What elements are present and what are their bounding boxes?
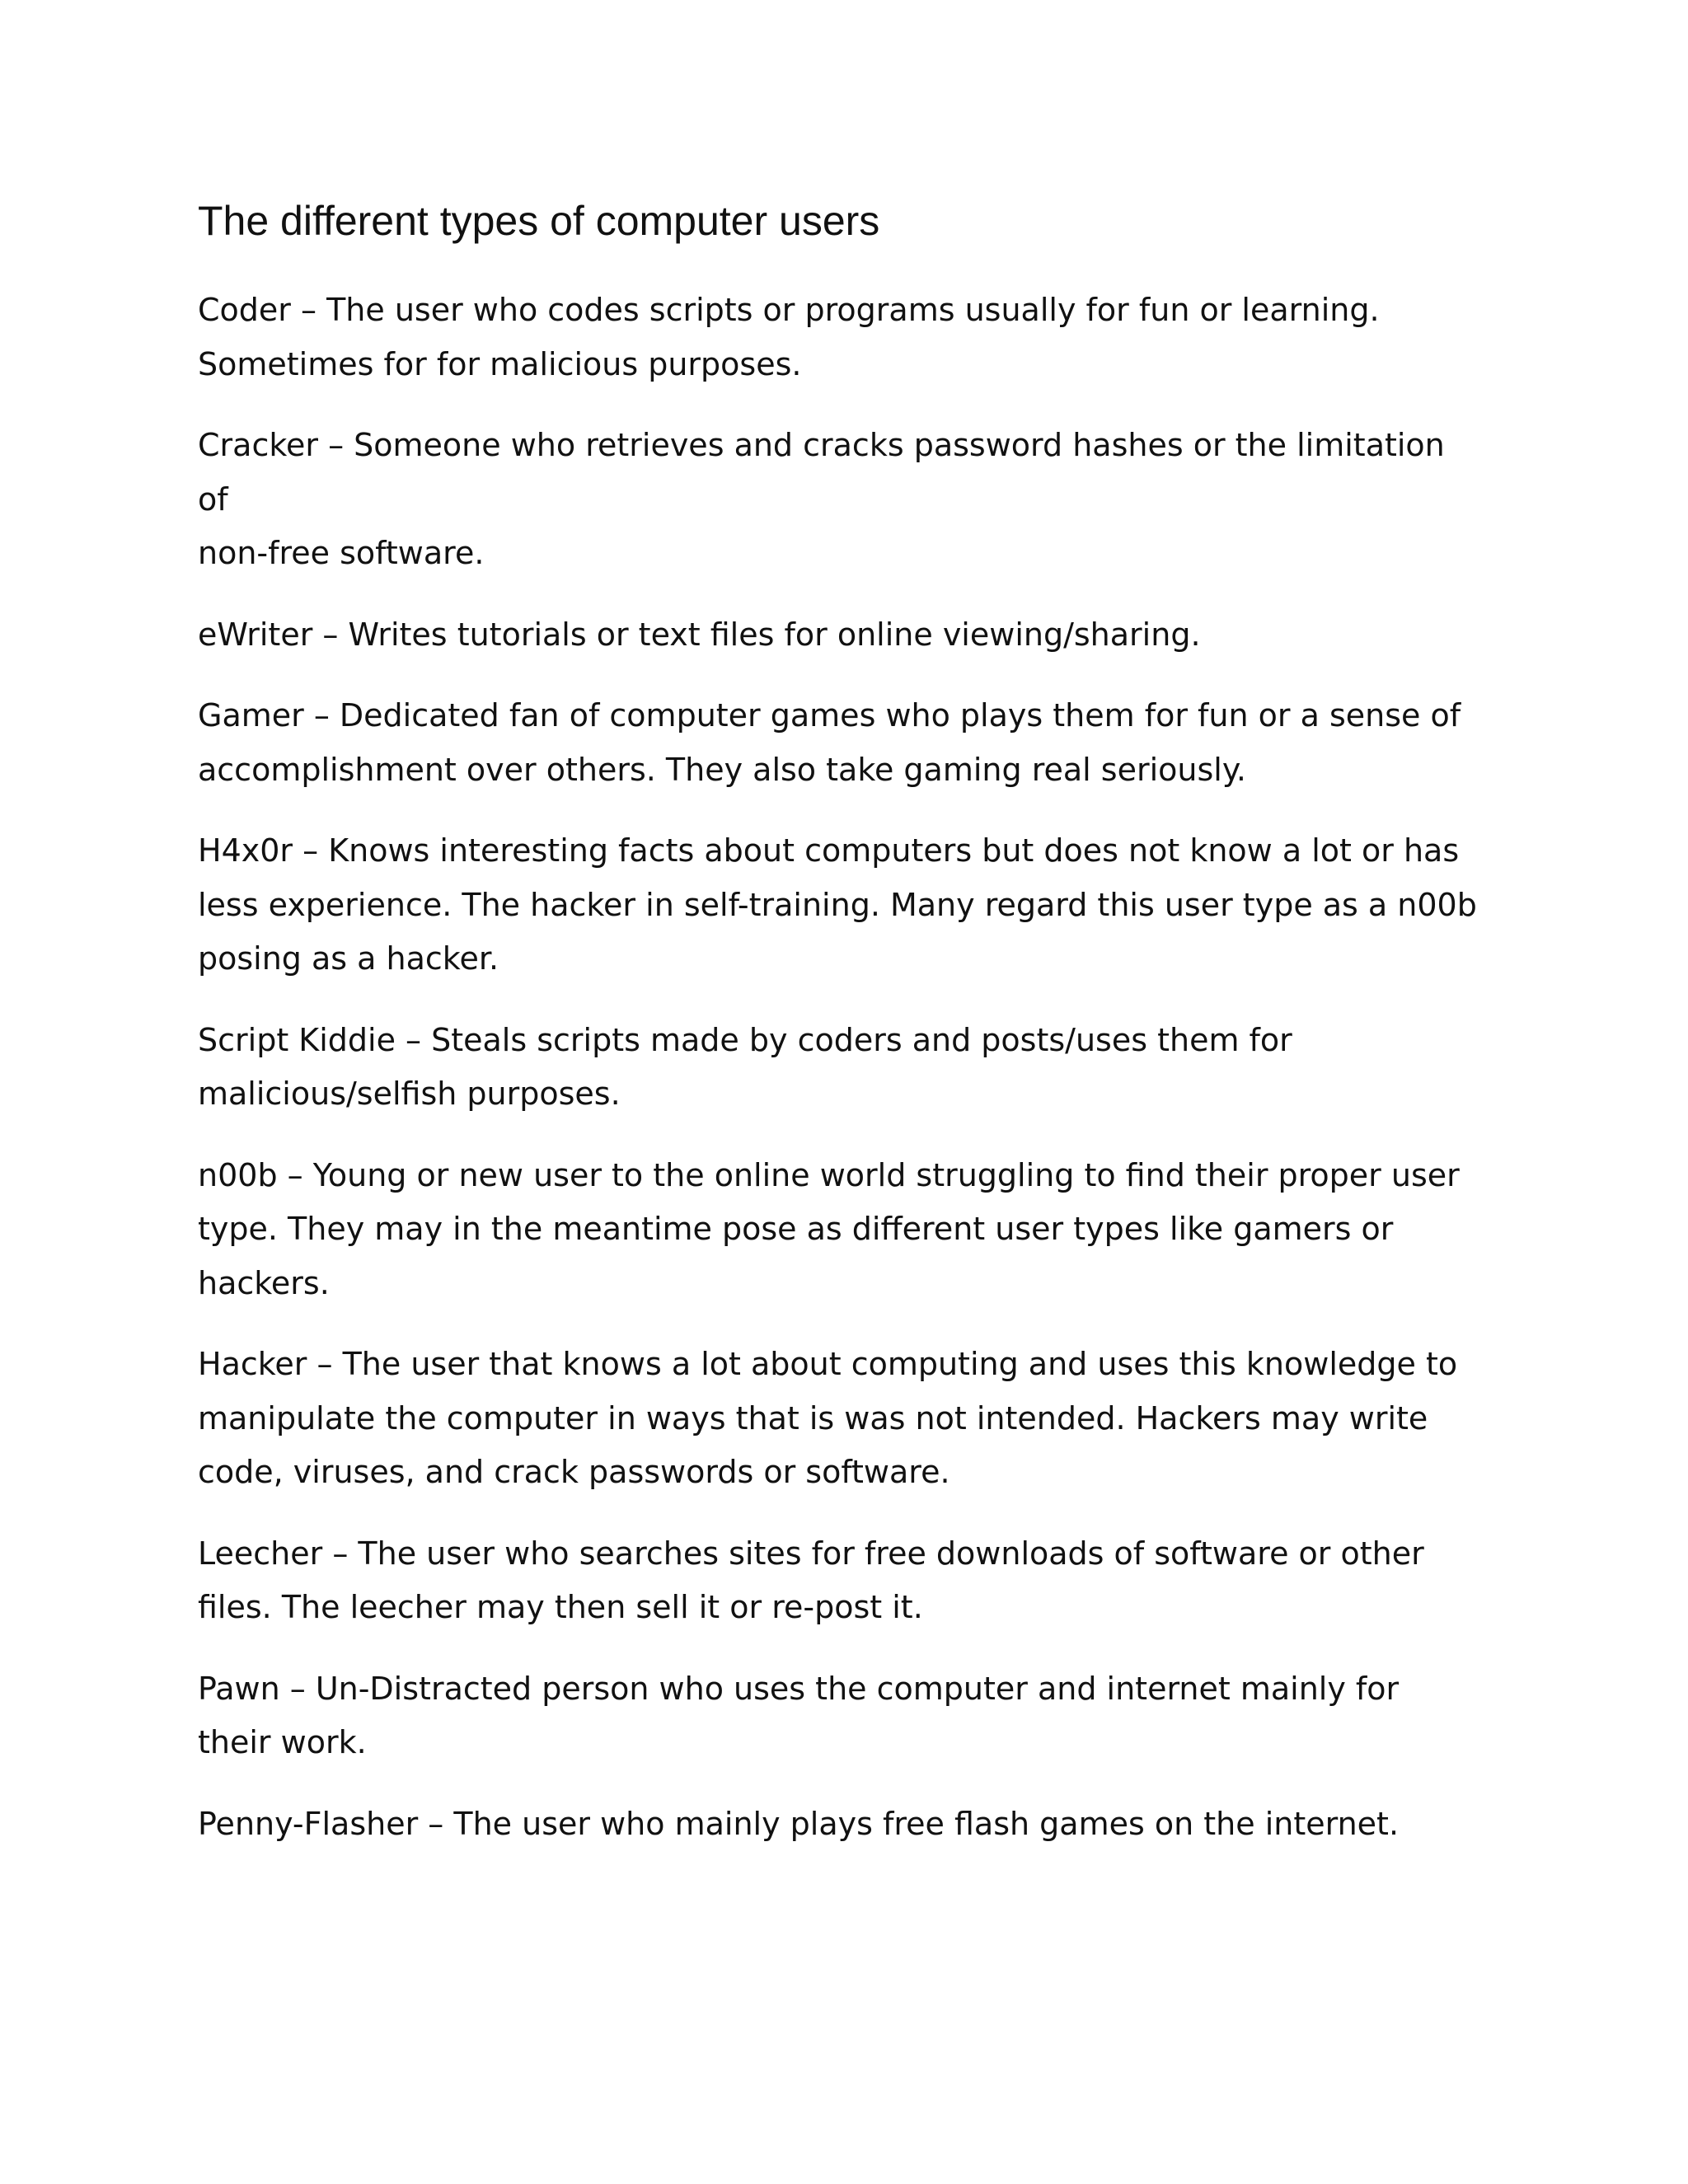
entry-line: Cracker – Someone who retrieves and cracks password hashes or the limitation of [198,427,1445,518]
entry-line: hackers. [198,1264,330,1301]
entry-line: accomplishment over others. They also take gaming real seriously. [198,751,1246,788]
entry-pawn [198,1662,1484,1770]
entry-line: Sometimes for for malicious purposes. [198,345,802,382]
entry-line: Script Kiddie – Steals scripts made by coders and posts/uses them for [198,1021,1292,1058]
entry-list [198,284,1484,1878]
entry-line: type. They may in the meantime pose as different user types like gamers or [198,1211,1394,1247]
entry-line: Leecher – The user who searches sites for free downloads of software or other [198,1535,1424,1572]
entry-leecher [198,1527,1484,1635]
page-title: The different types of computer users [198,198,880,244]
entry-coder [198,284,1484,391]
entry-h4x0r [198,824,1484,987]
entry-line: files. The leecher may then sell it or re-post it. [198,1589,923,1625]
entry-line: n00b – Young or new user to the online world struggling to find their proper user [198,1156,1460,1193]
entry-line: eWriter – Writes tutorials or text files for online viewing/sharing. [198,616,1201,653]
entry-n00b [198,1149,1484,1311]
entry-line: code, viruses, and crack passwords or software. [198,1454,950,1490]
entry-hacker [198,1338,1484,1500]
entry-line: H4x0r – Knows interesting facts about computers but does not know a lot or has [198,832,1460,869]
entry-line: non-free software. [198,535,485,571]
entry-line: Pawn – Un-Distracted person who uses the computer and internet mainly for [198,1670,1400,1707]
entry-penny-flasher [198,1797,1484,1852]
entry-cracker [198,419,1484,581]
entry-ewriter [198,608,1484,663]
entry-script-kiddie [198,1014,1484,1122]
entry-line: less experience. The hacker in self-training. Many regard this user type as a n00b [198,886,1477,923]
entry-line: malicious/selfish purposes. [198,1076,621,1112]
entry-line: Penny-Flasher – The user who mainly plays free flash games on the internet. [198,1805,1400,1842]
entry-line: Hacker – The user that knows a lot about computing and uses this knowledge to [198,1346,1458,1382]
entry-gamer [198,689,1484,797]
entry-line: their work. [198,1724,367,1760]
entry-line: manipulate the computer in ways that is was not intended. Hackers may write [198,1399,1428,1436]
entry-line: Coder – The user who codes scripts or programs usually for fun or learning. [198,292,1380,328]
entry-line: posing as a hacker. [198,940,499,977]
entry-line: Gamer – Dedicated fan of computer games who plays them for fun or a sense of [198,697,1461,733]
